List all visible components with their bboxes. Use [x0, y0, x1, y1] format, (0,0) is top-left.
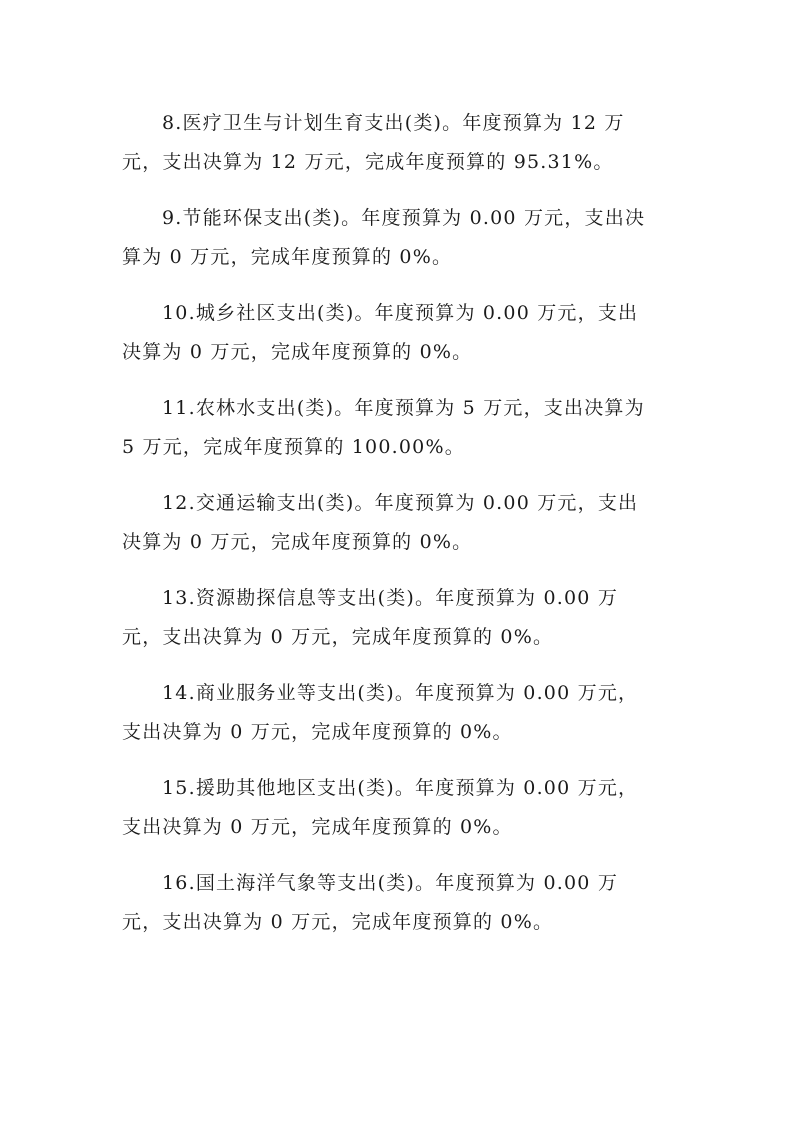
- paragraph-item-12: [122, 484, 672, 562]
- paragraph-line: 8.医疗卫生与计划生育支出(类)。年度预算为 12 万: [162, 112, 625, 134]
- paragraph-line: 15.援助其他地区支出(类)。年度预算为 0.00 万元，: [162, 777, 639, 799]
- paragraph-item-14: [122, 674, 672, 752]
- paragraph-line: 决算为 0 万元，完成年度预算的 0%。: [122, 531, 473, 553]
- paragraph-line: 16.国土海洋气象等支出(类)。年度预算为 0.00 万: [162, 872, 619, 894]
- paragraph-line: 14.商业服务业等支出(类)。年度预算为 0.00 万元，: [162, 682, 639, 704]
- paragraph-item-9: [122, 199, 672, 277]
- paragraph-line: 10.城乡社区支出(类)。年度预算为 0.00 万元，支出: [162, 302, 639, 324]
- paragraph-line: 13.资源勘探信息等支出(类)。年度预算为 0.00 万: [162, 587, 619, 609]
- paragraph-line: 决算为 0 万元，完成年度预算的 0%。: [122, 341, 473, 363]
- paragraph-line: 元，支出决算为 0 万元，完成年度预算的 0%。: [122, 911, 554, 933]
- paragraph-line: 12.交通运输支出(类)。年度预算为 0.00 万元，支出: [162, 492, 639, 514]
- paragraph-line: 元，支出决算为 0 万元，完成年度预算的 0%。: [122, 626, 554, 648]
- paragraph-line: 元，支出决算为 12 万元，完成年度预算的 95.31%。: [122, 151, 614, 173]
- paragraph-line: 支出决算为 0 万元，完成年度预算的 0%。: [122, 816, 513, 838]
- paragraph-line: 5 万元，完成年度预算的 100.00%。: [122, 436, 465, 458]
- paragraph-line: 9.节能环保支出(类)。年度预算为 0.00 万元，支出决: [162, 207, 646, 229]
- paragraph-item-11: [122, 389, 672, 467]
- paragraph-line: 算为 0 万元，完成年度预算的 0%。: [122, 246, 453, 268]
- paragraph-line: 11.农林水支出(类)。年度预算为 5 万元，支出决算为: [162, 397, 645, 419]
- paragraph-item-15: [122, 769, 672, 847]
- document-body: [122, 104, 672, 959]
- paragraph-line: 支出决算为 0 万元，完成年度预算的 0%。: [122, 721, 513, 743]
- paragraph-item-13: [122, 579, 672, 657]
- paragraph-item-16: [122, 864, 672, 942]
- paragraph-item-10: [122, 294, 672, 372]
- paragraph-item-8: [122, 104, 672, 182]
